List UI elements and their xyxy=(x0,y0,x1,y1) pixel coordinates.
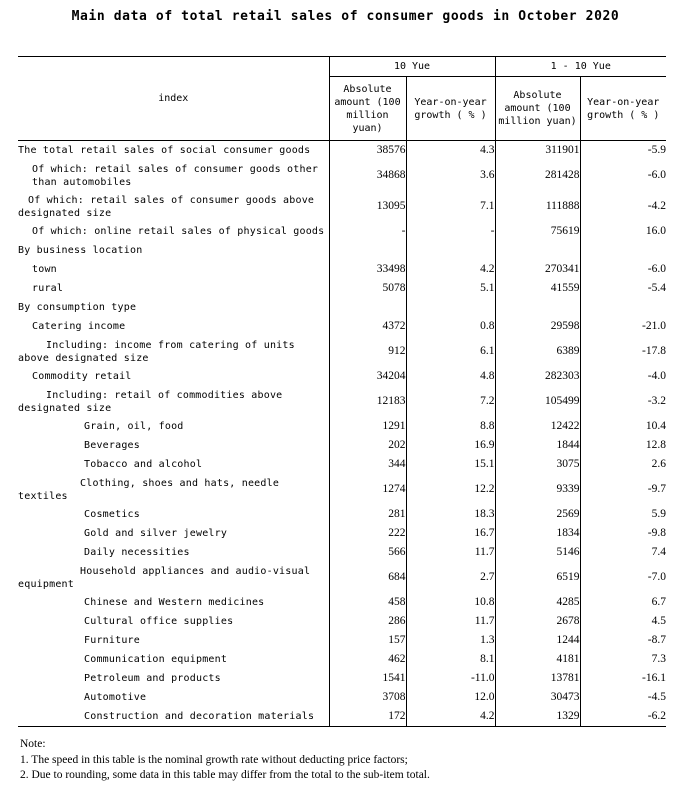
table-row xyxy=(18,222,666,241)
abs-amount-oct: 172 xyxy=(329,707,406,727)
row-label: Automotive xyxy=(84,692,147,703)
index-header: index xyxy=(18,57,329,141)
growth-ytd: 4.5 xyxy=(580,612,666,631)
abs-amount-ytd xyxy=(495,241,580,260)
growth-ytd: 5.9 xyxy=(580,505,666,524)
growth-oct: 11.7 xyxy=(406,612,495,631)
growth-oct: 2.7 xyxy=(406,562,495,593)
notes-heading: Note: xyxy=(20,738,46,750)
row-label: Cosmetics xyxy=(84,509,140,520)
growth-ytd: -3.2 xyxy=(580,386,666,417)
row-label: Including: income from catering of units above designated size xyxy=(18,339,295,364)
abs-amount-oct: 157 xyxy=(329,631,406,650)
note-2: 2. Due to rounding, some data in this table may differ from the total to the sub-item total. xyxy=(20,769,430,781)
table-row xyxy=(18,191,666,222)
abs-amount-ytd: 6389 xyxy=(495,336,580,367)
row-label: Chinese and Western medicines xyxy=(84,597,265,608)
abs-amount-ytd: 13781 xyxy=(495,669,580,688)
abs-amount-ytd: 270341 xyxy=(495,260,580,279)
page-title: Main data of total retail sales of consumer goods in October 2020 xyxy=(71,9,620,24)
table-row xyxy=(18,593,666,612)
row-label: Catering income xyxy=(32,321,126,332)
table-row xyxy=(18,631,666,650)
table-row xyxy=(18,436,666,455)
growth-ytd: 16.0 xyxy=(580,222,666,241)
table-row xyxy=(18,474,666,505)
row-label: town xyxy=(32,264,57,275)
abs-amount-ytd: 281428 xyxy=(495,160,580,191)
growth-ytd: -21.0 xyxy=(580,317,666,336)
abs-amount-oct: 38576 xyxy=(329,141,406,161)
growth-ytd: -17.8 xyxy=(580,336,666,367)
row-label: rural xyxy=(32,283,64,294)
abs-amount-ytd: 12422 xyxy=(495,417,580,436)
abs-amount-header-2: Absolute amount (100 million yuan) xyxy=(495,77,580,141)
growth-oct xyxy=(406,298,495,317)
note-1: 1. The speed in this table is the nominal growth rate without deducting price factors; xyxy=(20,753,408,766)
abs-amount-ytd: 9339 xyxy=(495,474,580,505)
growth-ytd: 10.4 xyxy=(580,417,666,436)
abs-amount-ytd: 5146 xyxy=(495,543,580,562)
abs-amount-oct: 286 xyxy=(329,612,406,631)
table-row xyxy=(18,160,666,191)
table-row xyxy=(18,562,666,593)
abs-amount-oct: 12183 xyxy=(329,386,406,417)
row-label: Communication equipment xyxy=(84,654,228,665)
growth-oct: 12.2 xyxy=(406,474,495,505)
abs-amount-ytd: 6519 xyxy=(495,562,580,593)
growth-ytd: -6.2 xyxy=(580,707,666,727)
abs-amount-oct: 4372 xyxy=(329,317,406,336)
abs-amount-ytd: 41559 xyxy=(495,279,580,298)
table-row xyxy=(18,417,666,436)
growth-oct: 6.1 xyxy=(406,336,495,367)
growth-header-1: Year-on-year growth ( % ) xyxy=(406,77,495,141)
growth-oct: 7.2 xyxy=(406,386,495,417)
table-row xyxy=(18,688,666,707)
table-row xyxy=(18,669,666,688)
growth-oct: 8.8 xyxy=(406,417,495,436)
growth-ytd: -5.9 xyxy=(580,141,666,161)
abs-amount-ytd: 2678 xyxy=(495,612,580,631)
growth-oct: 0.8 xyxy=(406,317,495,336)
growth-oct: 16.9 xyxy=(406,436,495,455)
abs-amount-oct: 566 xyxy=(329,543,406,562)
growth-ytd: -6.0 xyxy=(580,260,666,279)
growth-oct: 15.1 xyxy=(406,455,495,474)
abs-amount-oct: 281 xyxy=(329,505,406,524)
abs-amount-oct: 222 xyxy=(329,524,406,543)
growth-oct: 12.0 xyxy=(406,688,495,707)
growth-ytd: -8.7 xyxy=(580,631,666,650)
abs-amount-oct: 33498 xyxy=(329,260,406,279)
abs-amount-oct: 34868 xyxy=(329,160,406,191)
row-label: Tobacco and alcohol xyxy=(84,459,203,470)
abs-amount-ytd: 2569 xyxy=(495,505,580,524)
table-row xyxy=(18,141,666,161)
growth-oct: 4.3 xyxy=(406,141,495,161)
growth-ytd: -9.7 xyxy=(580,474,666,505)
table-row xyxy=(18,524,666,543)
growth-oct: 5.1 xyxy=(406,279,495,298)
abs-amount-oct xyxy=(329,241,406,260)
growth-oct xyxy=(406,241,495,260)
row-label: Of which: online retail sales of physical goods xyxy=(32,226,325,237)
abs-amount-oct: - xyxy=(329,222,406,241)
table-row xyxy=(18,543,666,562)
abs-amount-header-1: Absolute amount (100 million yuan) xyxy=(329,77,406,141)
abs-amount-ytd: 282303 xyxy=(495,367,580,386)
growth-oct: 11.7 xyxy=(406,543,495,562)
row-label: The total retail sales of social consumer goods xyxy=(18,145,311,156)
row-label: Daily necessities xyxy=(84,547,190,558)
growth-oct: 8.1 xyxy=(406,650,495,669)
growth-ytd xyxy=(580,241,666,260)
abs-amount-ytd: 1329 xyxy=(495,707,580,727)
growth-ytd: -5.4 xyxy=(580,279,666,298)
table-row xyxy=(18,367,666,386)
table-row xyxy=(18,298,666,317)
abs-amount-oct: 5078 xyxy=(329,279,406,298)
abs-amount-ytd: 1244 xyxy=(495,631,580,650)
period2-header: 1 - 10 Yue xyxy=(495,57,666,77)
retail-sales-table xyxy=(18,56,666,727)
growth-oct: 18.3 xyxy=(406,505,495,524)
row-label: Including: retail of commodities above designated size xyxy=(18,389,283,414)
period1-header: 10 Yue xyxy=(329,57,495,77)
table-row xyxy=(18,505,666,524)
abs-amount-oct: 1274 xyxy=(329,474,406,505)
row-label: Of which: retail sales of consumer goods other than automobiles xyxy=(32,163,319,188)
table-row xyxy=(18,279,666,298)
notes xyxy=(20,737,430,784)
row-label: Household appliances and audio-visual equipment xyxy=(18,565,311,590)
table-row xyxy=(18,612,666,631)
growth-ytd: -9.8 xyxy=(580,524,666,543)
growth-ytd: -4.0 xyxy=(580,367,666,386)
row-label: Furniture xyxy=(84,635,140,646)
growth-ytd: -4.5 xyxy=(580,688,666,707)
growth-oct: 10.8 xyxy=(406,593,495,612)
section-label: By consumption type xyxy=(18,302,137,313)
table-row xyxy=(18,455,666,474)
growth-ytd: 7.3 xyxy=(580,650,666,669)
growth-oct: 4.8 xyxy=(406,367,495,386)
abs-amount-ytd: 1844 xyxy=(495,436,580,455)
growth-ytd: 7.4 xyxy=(580,543,666,562)
growth-ytd: 12.8 xyxy=(580,436,666,455)
table-row xyxy=(18,260,666,279)
abs-amount-oct: 912 xyxy=(329,336,406,367)
abs-amount-oct: 34204 xyxy=(329,367,406,386)
abs-amount-oct: 3708 xyxy=(329,688,406,707)
table-row xyxy=(18,707,666,727)
table-row xyxy=(18,317,666,336)
abs-amount-ytd: 111888 xyxy=(495,191,580,222)
table-row xyxy=(18,386,666,417)
growth-oct: 1.3 xyxy=(406,631,495,650)
growth-ytd: -16.1 xyxy=(580,669,666,688)
row-label: Grain, oil, food xyxy=(84,421,184,432)
abs-amount-oct: 1541 xyxy=(329,669,406,688)
abs-amount-ytd: 311901 xyxy=(495,141,580,161)
growth-ytd: -7.0 xyxy=(580,562,666,593)
row-label: Beverages xyxy=(84,440,140,451)
abs-amount-oct: 202 xyxy=(329,436,406,455)
abs-amount-ytd: 3075 xyxy=(495,455,580,474)
row-label: Gold and silver jewelry xyxy=(84,528,228,539)
growth-oct: 3.6 xyxy=(406,160,495,191)
abs-amount-ytd: 75619 xyxy=(495,222,580,241)
table-row xyxy=(18,650,666,669)
growth-oct: 4.2 xyxy=(406,260,495,279)
row-label: Cultural office supplies xyxy=(84,616,234,627)
growth-oct: 7.1 xyxy=(406,191,495,222)
growth-ytd xyxy=(580,298,666,317)
section-label: By business location xyxy=(18,245,143,256)
growth-ytd: -4.2 xyxy=(580,191,666,222)
growth-oct: -11.0 xyxy=(406,669,495,688)
abs-amount-ytd: 1834 xyxy=(495,524,580,543)
abs-amount-ytd xyxy=(495,298,580,317)
row-label: Construction and decoration materials xyxy=(18,707,329,727)
table-row xyxy=(18,241,666,260)
abs-amount-ytd: 30473 xyxy=(495,688,580,707)
growth-oct: 4.2 xyxy=(406,707,495,727)
growth-oct: - xyxy=(406,222,495,241)
abs-amount-oct: 462 xyxy=(329,650,406,669)
growth-ytd: 2.6 xyxy=(580,455,666,474)
abs-amount-ytd: 4181 xyxy=(495,650,580,669)
abs-amount-oct: 684 xyxy=(329,562,406,593)
growth-ytd: 6.7 xyxy=(580,593,666,612)
growth-oct: 16.7 xyxy=(406,524,495,543)
row-label: Of which: retail sales of consumer goods above designated size xyxy=(18,194,315,219)
abs-amount-oct: 13095 xyxy=(329,191,406,222)
abs-amount-oct: 1291 xyxy=(329,417,406,436)
growth-ytd: -6.0 xyxy=(580,160,666,191)
table-row xyxy=(18,336,666,367)
abs-amount-ytd: 105499 xyxy=(495,386,580,417)
abs-amount-ytd: 29598 xyxy=(495,317,580,336)
row-label: Petroleum and products xyxy=(84,673,221,684)
abs-amount-oct xyxy=(329,298,406,317)
growth-header-2: Year-on-year growth ( % ) xyxy=(580,77,666,141)
row-label: Commodity retail xyxy=(32,371,132,382)
abs-amount-oct: 344 xyxy=(329,455,406,474)
abs-amount-oct: 458 xyxy=(329,593,406,612)
row-label: Clothing, shoes and hats, needle textiles xyxy=(18,477,280,502)
abs-amount-ytd: 4285 xyxy=(495,593,580,612)
